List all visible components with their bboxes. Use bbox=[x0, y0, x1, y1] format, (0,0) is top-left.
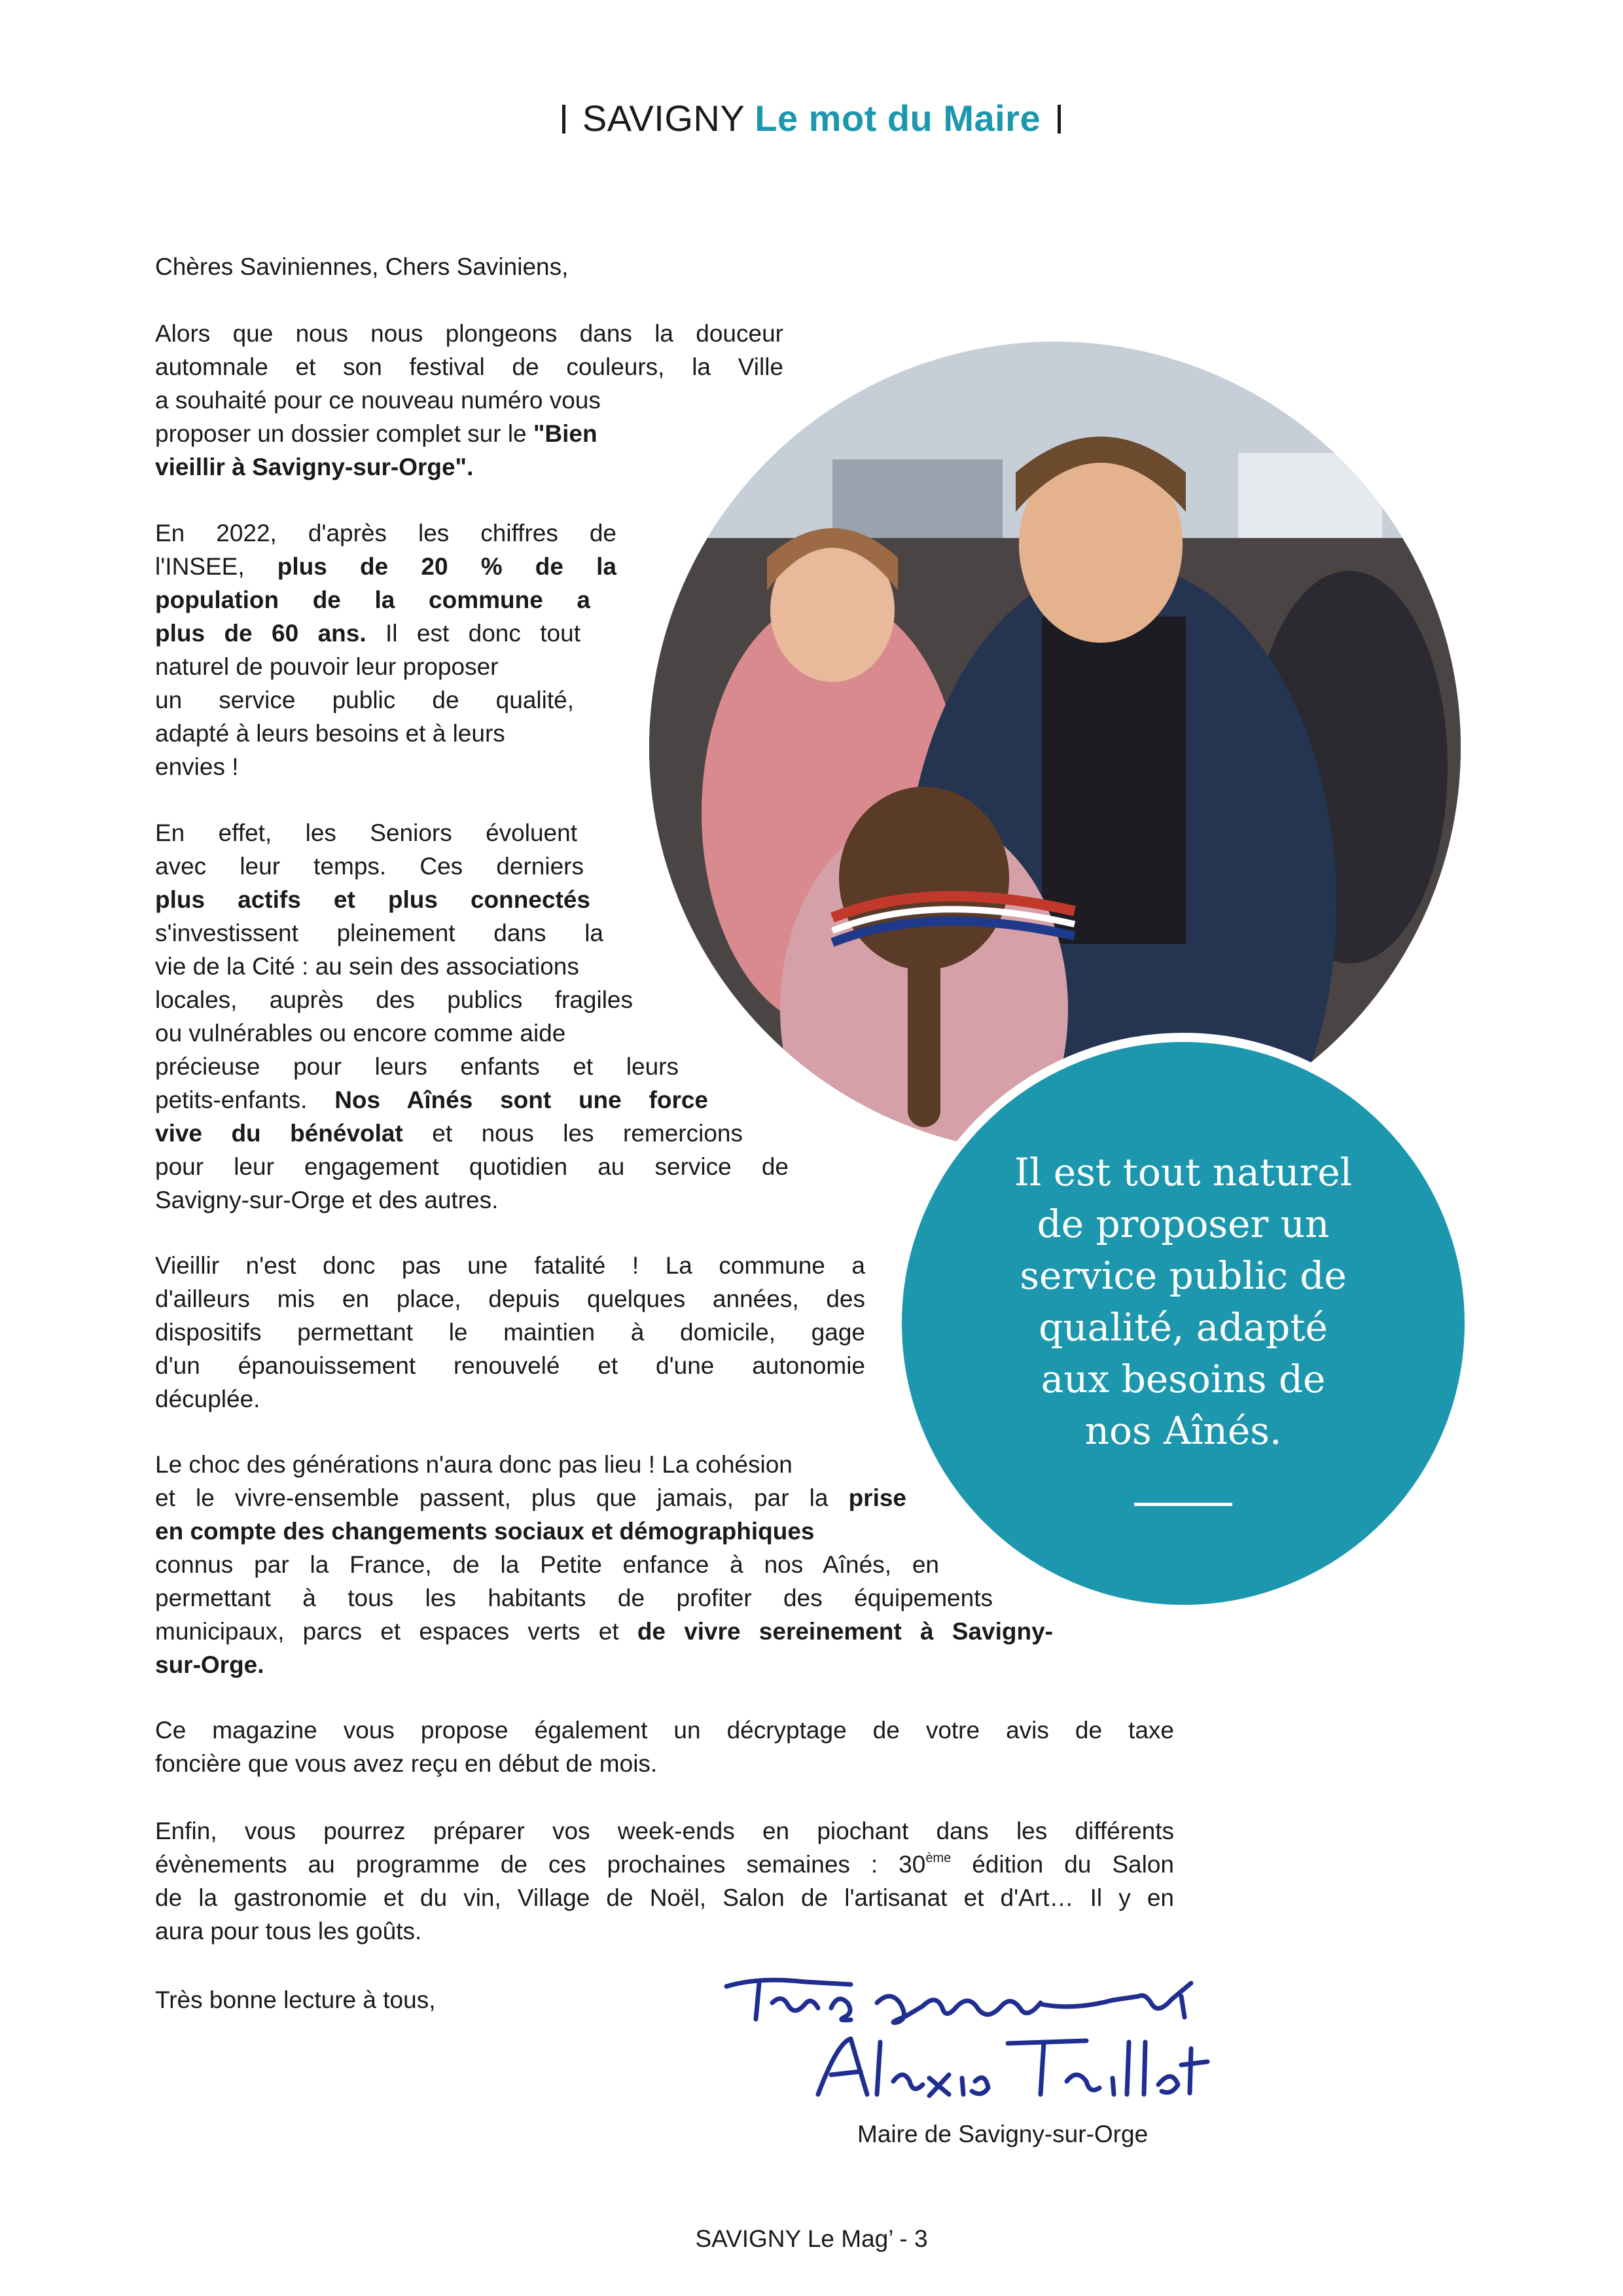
pull-quote-divider bbox=[1134, 1503, 1232, 1506]
text-line bbox=[155, 417, 783, 450]
pull-quote-line: de proposer un bbox=[1037, 1202, 1330, 1246]
text-line: ou vulnérables ou encore comme aide bbox=[155, 1020, 566, 1047]
text-line: Vieillir n'est donc pas une fatalité ! La commune a bbox=[155, 1252, 865, 1279]
text-line bbox=[155, 1117, 743, 1150]
text-line bbox=[155, 1848, 1174, 1881]
text-line: Savigny-sur-Orge et des autres. bbox=[155, 1187, 499, 1213]
text-run: et le vivre-ensemble passent, plus que jamais, par la bbox=[155, 1484, 849, 1511]
signature-stroke bbox=[772, 1999, 818, 2011]
text-line: vie de la Cité : au sein des associations bbox=[155, 953, 579, 980]
text-line bbox=[155, 1648, 1058, 1681]
text-line bbox=[155, 1515, 1058, 1548]
text-line: avec leur temps. Ces derniers bbox=[155, 853, 584, 880]
text-line: d'un épanouissement renouvelé et d'une autonomie bbox=[155, 1352, 865, 1379]
letter-paragraph-7 bbox=[155, 1814, 1174, 1948]
text-line: décuplée. bbox=[155, 1386, 260, 1412]
text-line bbox=[155, 450, 783, 484]
text-run: proposer un dossier complet sur le bbox=[155, 420, 533, 447]
text-line: s'investissent pleinement dans la bbox=[155, 920, 603, 946]
letter-paragraph-4 bbox=[155, 1249, 865, 1416]
text-line bbox=[155, 384, 783, 417]
text-run: édition du Salon bbox=[951, 1851, 1174, 1878]
signature-stroke bbox=[1181, 1996, 1185, 2017]
text-line: dispositifs permettant le maintien à domicile, gage bbox=[155, 1319, 865, 1346]
text-line: En effet, les Seniors évoluent bbox=[155, 819, 577, 846]
letter-paragraph-2 bbox=[155, 516, 616, 783]
letter-greeting: Chères Saviniennes, Chers Saviniens, bbox=[155, 253, 569, 280]
header-title: Le mot du Maire bbox=[755, 98, 1041, 139]
text-line: naturel de pouvoir leur proposer bbox=[155, 653, 499, 680]
signature-stroke bbox=[877, 2042, 988, 2096]
mayor-title: Maire de Savigny-sur-Orge bbox=[857, 2121, 1149, 2147]
letter-paragraph-3 bbox=[155, 816, 789, 1217]
text-bold: plus de 60 ans. bbox=[155, 620, 366, 647]
text-line: Le choc des générations n'aura donc pas lieu ! La cohésion bbox=[155, 1451, 793, 1478]
signature-stroke bbox=[1008, 2041, 1207, 2094]
text-bold: plus de 20 % de la bbox=[277, 553, 616, 580]
text-line: pour leur engagement quotidien au service de bbox=[155, 1153, 789, 1180]
text-line bbox=[155, 883, 590, 916]
text-run: évènements au programme de ces prochaines semaines : 30 bbox=[155, 1851, 926, 1878]
text-line: automnale et son festival de couleurs, la Ville bbox=[155, 353, 783, 380]
letter-closing-block bbox=[155, 1983, 613, 2017]
mayor-signature bbox=[720, 1957, 1230, 2114]
text-line bbox=[155, 1481, 906, 1515]
letter-greeting-block bbox=[155, 250, 744, 283]
text-bold: sur-Orge. bbox=[155, 1651, 264, 1678]
pull-quote-text bbox=[954, 1147, 1412, 1457]
text-line bbox=[155, 1083, 708, 1117]
text-bold: vieillir à Savigny-sur-Orge". bbox=[155, 454, 474, 480]
text-line: foncière que vous avez reçu en début de mois. bbox=[155, 1750, 658, 1777]
signature-stroke bbox=[818, 2039, 867, 2094]
text-bold: de vivre sereinement à Savigny- bbox=[637, 1618, 1053, 1645]
letter-paragraph-5 bbox=[155, 1448, 1058, 1681]
signature-stroke bbox=[1041, 1983, 1191, 2009]
text-line: envies ! bbox=[155, 753, 239, 780]
text-line: aura pour tous les goûts. bbox=[155, 1918, 422, 1945]
text-run: l'INSEE, bbox=[155, 553, 277, 580]
header-right-bar bbox=[1058, 105, 1061, 134]
footer-magazine-name: SAVIGNY Le Mag’ bbox=[695, 2225, 893, 2252]
text-bold: population de la commune a bbox=[155, 586, 590, 613]
pull-quote-line: Il est tout naturel bbox=[1014, 1150, 1353, 1194]
letter-closing: Très bonne lecture à tous, bbox=[155, 1986, 436, 2013]
text-bold: prise bbox=[848, 1484, 906, 1511]
text-line: Alors que nous nous plongeons dans la douceur bbox=[155, 320, 783, 347]
text-line: adapté à leurs besoins et à leurs bbox=[155, 720, 505, 747]
ordinal-superscript: ème bbox=[925, 1851, 952, 1865]
text-line: En 2022, d'après les chiffres de bbox=[155, 520, 616, 547]
header-brand: SAVIGNY bbox=[582, 98, 745, 139]
text-run: petits-enfants. bbox=[155, 1086, 335, 1113]
text-line: Ce magazine vous propose également un décryptage de votre avis de taxe bbox=[155, 1717, 1174, 1744]
pull-quote-line: aux besoins de bbox=[1041, 1357, 1326, 1401]
signature-stroke bbox=[877, 1996, 1041, 2022]
text-run: Il est donc tout bbox=[366, 620, 580, 647]
signature-stroke bbox=[726, 1980, 851, 1986]
text-line: précieuse pour leurs enfants et leurs bbox=[155, 1053, 679, 1080]
text-run: municipaux, parcs et espaces verts et bbox=[155, 1618, 637, 1645]
header-left-bar bbox=[562, 105, 565, 134]
text-line bbox=[155, 550, 616, 583]
page-footer bbox=[0, 2225, 1623, 2253]
pull-quote-line: qualité, adapté bbox=[1039, 1305, 1328, 1350]
signature-stroke bbox=[831, 1999, 851, 2020]
text-line bbox=[155, 1615, 1053, 1648]
text-line: d'ailleurs mis en place, depuis quelques années, des bbox=[155, 1285, 865, 1312]
photo-man-scarf bbox=[1042, 617, 1186, 944]
footer-separator: - bbox=[893, 2225, 914, 2252]
text-line: connus par la France, de la Petite enfance à nos Aînés, en bbox=[155, 1551, 939, 1578]
text-line: de la gastronomie et du vin, Village de Noël, Salon de l'artisanat et d'Art… Il y en bbox=[155, 1884, 1174, 1911]
photo-girl-braid bbox=[908, 931, 940, 1127]
text-run: et nous les remercions bbox=[402, 1120, 743, 1147]
text-bold: plus actifs et plus connectés bbox=[155, 886, 590, 913]
signature-stroke bbox=[756, 1983, 759, 2019]
page-header bbox=[0, 97, 1623, 139]
pull-quote-line: nos Aînés. bbox=[1084, 1408, 1282, 1453]
text-line: permettant à tous les habitants de profiter des équipements bbox=[155, 1585, 993, 1611]
letter-paragraph-1 bbox=[155, 317, 783, 484]
text-line: locales, auprès des publics fragiles bbox=[155, 986, 633, 1013]
text-line: un service public de qualité, bbox=[155, 687, 574, 713]
letter-paragraph-6 bbox=[155, 1713, 1174, 1780]
text-bold: vive du bénévolat bbox=[155, 1120, 403, 1147]
text-line bbox=[155, 583, 590, 617]
text-run: a souhaité pour ce nouveau numéro vous bbox=[155, 387, 601, 414]
pull-quote-line: service public de bbox=[1020, 1253, 1347, 1298]
text-bold: "Bien bbox=[533, 420, 597, 447]
text-bold: en compte des changements sociaux et démographiques bbox=[155, 1518, 815, 1545]
footer-page-number: 3 bbox=[914, 2225, 928, 2252]
text-line: Enfin, vous pourrez préparer vos week-ends en piochant dans les différents bbox=[155, 1818, 1174, 1844]
text-bold: Nos Aînés sont une force bbox=[334, 1086, 708, 1113]
text-line bbox=[155, 617, 580, 650]
